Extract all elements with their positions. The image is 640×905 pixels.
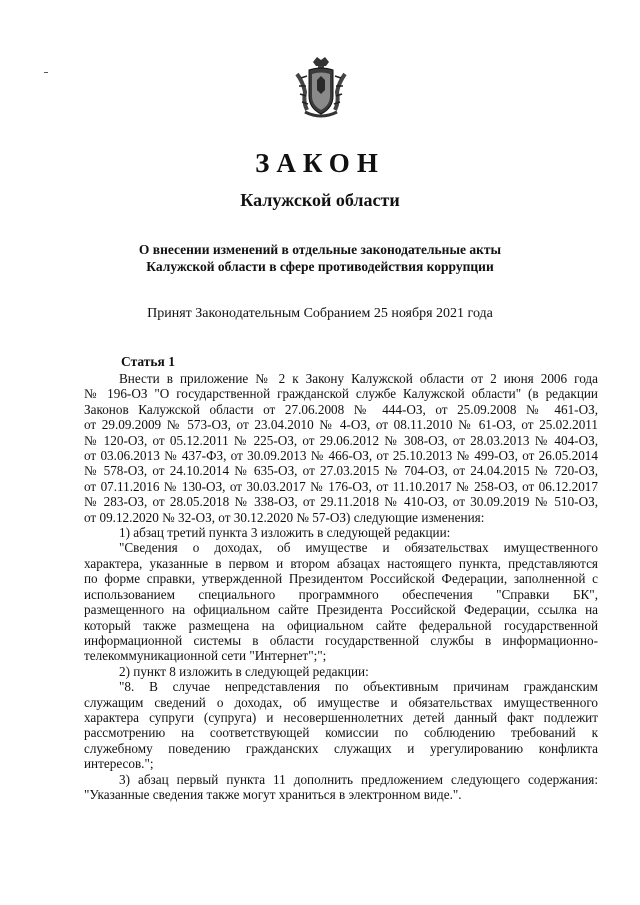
text-line: интересов."; (84, 756, 154, 772)
text-line: характера супруги (супруга) и несовершеннолетних детей данный факт подлежит (84, 709, 598, 725)
text-line: служащим сведений о доходах, об имуществе и обязательствах имущественного (84, 694, 598, 710)
text-line: № 196-ОЗ "О государственной гражданской службе Калужской области" (в редакции (84, 386, 598, 402)
text-line: "8. В случае непредставления по объективным причинам гражданским (119, 679, 598, 695)
text-line: рассмотрению на соответствующей комиссии по соблюдению требований к (84, 725, 598, 741)
subject-line: Калужской области в сфере противодействия коррупции (146, 259, 494, 274)
coat-of-arms-icon (293, 56, 349, 120)
text-line: информационной системы в области государственной службы в информационно- (84, 632, 598, 648)
text-line: Законов Калужской области от 27.06.2008 № 444-ОЗ, от 25.09.2008 № 461-ОЗ, (84, 401, 598, 417)
law-subject (0, 241, 640, 275)
text-line: 1) абзац третий пункта 3 изложить в следующей редакции: (119, 525, 451, 541)
text-line: от 09.12.2020 № 32-ОЗ, от 30.12.2020 № 57-ОЗ) следующие изменения: (84, 509, 485, 525)
text-line: от 29.09.2009 № 573-ОЗ, от 23.04.2010 № 4-ОЗ, от 08.11.2010 № 61-ОЗ, от 25.02.2011 (84, 417, 598, 433)
text-line: 3) абзац первый пункта 11 дополнить предложением следующего содержания: (119, 771, 598, 787)
text-line: 2) пункт 8 изложить в следующей редакции: (119, 663, 369, 679)
article-body (84, 371, 598, 802)
text-line: от 03.06.2013 № 437-ФЗ, от 30.09.2013 № 466-ОЗ, от 25.10.2013 № 499-ОЗ, от 26.05.2014 (84, 448, 598, 464)
subject-line: О внесении изменений в отдельные законодательные акты (138, 242, 502, 257)
text-line: № 578-ОЗ, от 24.10.2014 № 635-ОЗ, от 27.03.2015 № 704-ОЗ, от 24.04.2015 № 720-ОЗ, (84, 463, 598, 479)
text-line: использованием специального программного обеспечения "Справки БК", (84, 586, 598, 602)
region-name: Калужской области (240, 190, 400, 210)
text-line: телекоммуникационной сети "Интернет";"; (84, 648, 327, 664)
text-line: "Сведения о доходах, об имуществе и обязательствах имущественного (119, 540, 598, 556)
text-line: от 07.11.2016 № 130-ОЗ, от 30.03.2017 № 176-ОЗ, от 11.10.2017 № 258-ОЗ, от 06.12.2017 (84, 478, 598, 494)
text-line: № 120-ОЗ, от 05.12.2011 № 225-ОЗ, от 29.06.2012 № 308-ОЗ, от 28.03.2013 № 404-ОЗ, (84, 432, 598, 448)
scan-speck (44, 72, 48, 73)
adoption-note: Принят Законодательным Собранием 25 ноября 2021 года (147, 306, 493, 321)
text-line: Внести в приложение № 2 к Закону Калужской области от 2 июня 2006 года (119, 371, 598, 386)
text-line: характера, указанные в первом и втором абзацах настоящего пункта, представляются (84, 555, 598, 571)
text-line: по форме справки, утвержденной Президентом Российской Федерации, заполненной с (84, 571, 598, 587)
text-line: "Указанные сведения также могут храниться в электронном виде.". (84, 786, 462, 802)
document-title: ЗАКОН (255, 148, 385, 178)
text-line: № 283-ОЗ, от 28.05.2018 № 338-ОЗ, от 29.11.2018 № 410-ОЗ, от 30.09.2019 № 510-ОЗ, (84, 494, 598, 510)
text-line: размещенного на официальном сайте Президента Российской Федерации, ссылка на (84, 602, 598, 618)
article-heading: Статья 1 (121, 354, 175, 369)
text-line: который также размещена на официальном сайте федеральной государственной (84, 617, 598, 633)
text-line: служебному поведению гражданских служащих и урегулированию конфликта (84, 740, 598, 756)
